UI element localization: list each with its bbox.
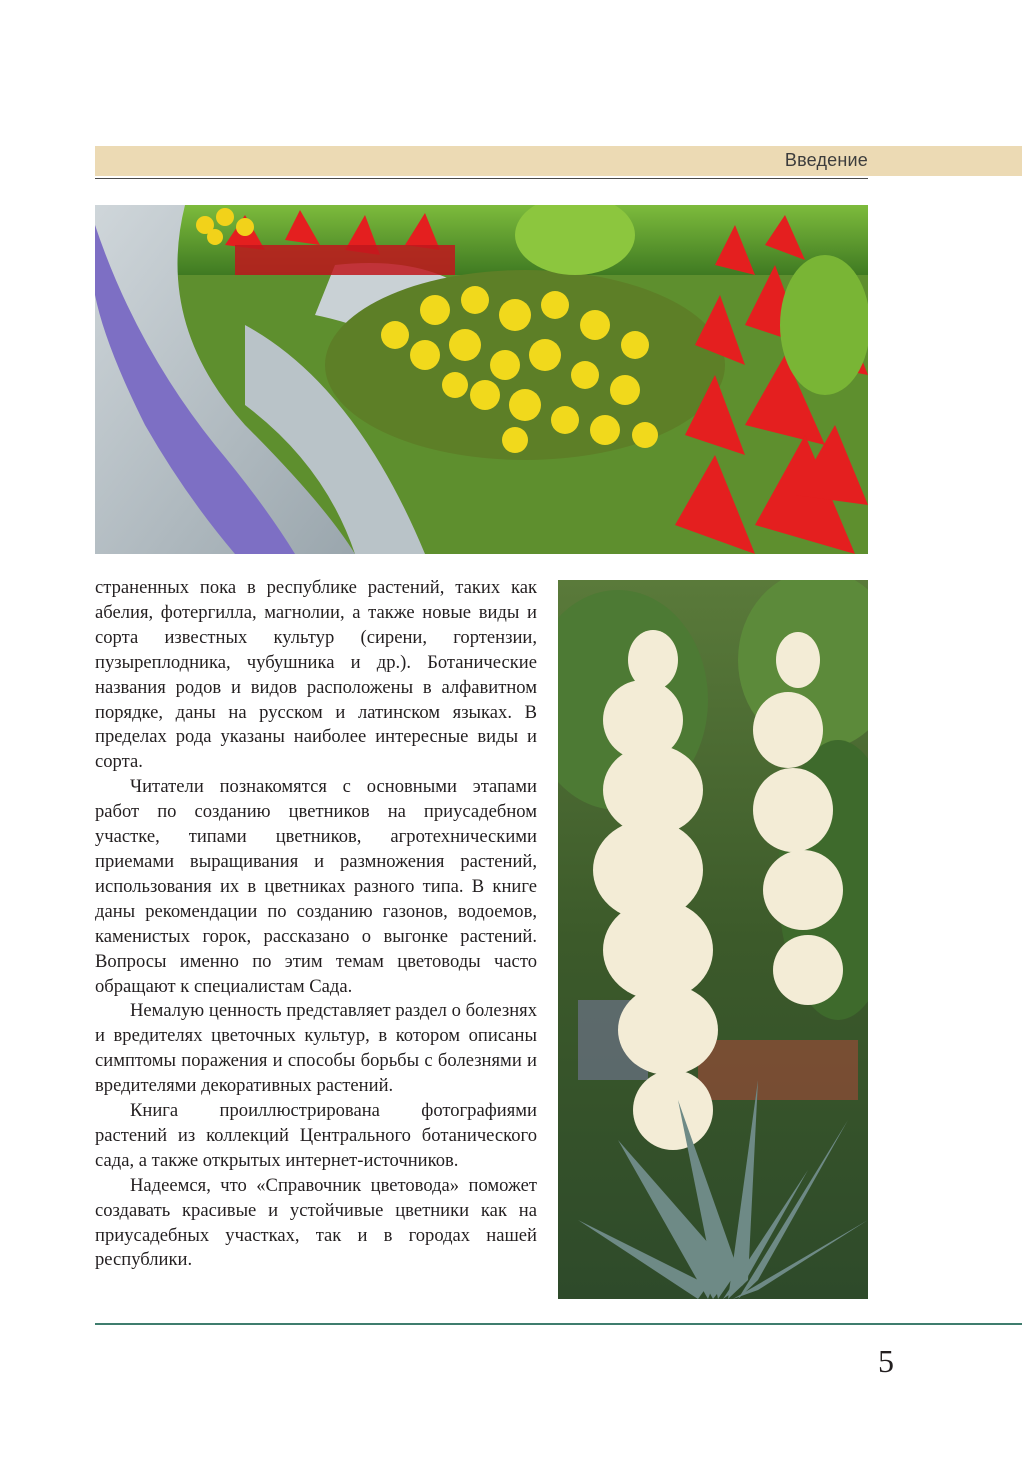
paragraph: Надеемся, что «Справочник цветовода» поможет создавать красивые и устойчивые цветники как на приусадебных участках, так и в городах нашей республики. [95, 1174, 537, 1271]
flowerbed-photo [95, 205, 868, 554]
body-text [95, 576, 537, 1273]
paragraph: Читатели познакомятся с основными этапами работ по созданию цветников на приусадебном участке, типами цветников, агротехническими приемами выращивания и размножения растений, использования их в цветниках разного типа. В книге даны рекомендации по созданию газонов, водоемов, каменистых горок, рассказано о выгонке растений. Вопросы именно по этим темам цветоводы часто обращают к специалистам Сада. [95, 776, 537, 997]
header-rule [95, 178, 868, 179]
flowerbed-illustration [95, 205, 868, 554]
footer-rule [95, 1323, 1022, 1325]
header-band [95, 146, 1022, 176]
yucca-illustration [558, 580, 868, 1299]
paragraph: Немалую ценность представляет раздел о болезнях и вредителях цветочных культур, в котором описаны симптомы поражения и способы борьбы с болезнями и вредителями декоративных растений. [95, 1000, 537, 1097]
yucca-photo [558, 580, 868, 1299]
paragraph: страненных пока в республике растений, таких как абелия, фотергилла, магнолии, а также новые виды и сорта известных культур (сирени, гортензии, пузыреплодника, чубушника и др.). Ботанические названия родов и видов расположены в алфавитном порядке, даны на русском и латинском языках. В пределах рода указаны наиболее интересные виды и сорта. [95, 577, 537, 773]
section-title: Введение [784, 150, 868, 170]
paragraph: Книга проиллюстрирована фотографиями растений из коллекций Центрального ботанического сада, а также открытых интернет-источников. [95, 1100, 537, 1171]
page-number: 5 [878, 1343, 894, 1379]
